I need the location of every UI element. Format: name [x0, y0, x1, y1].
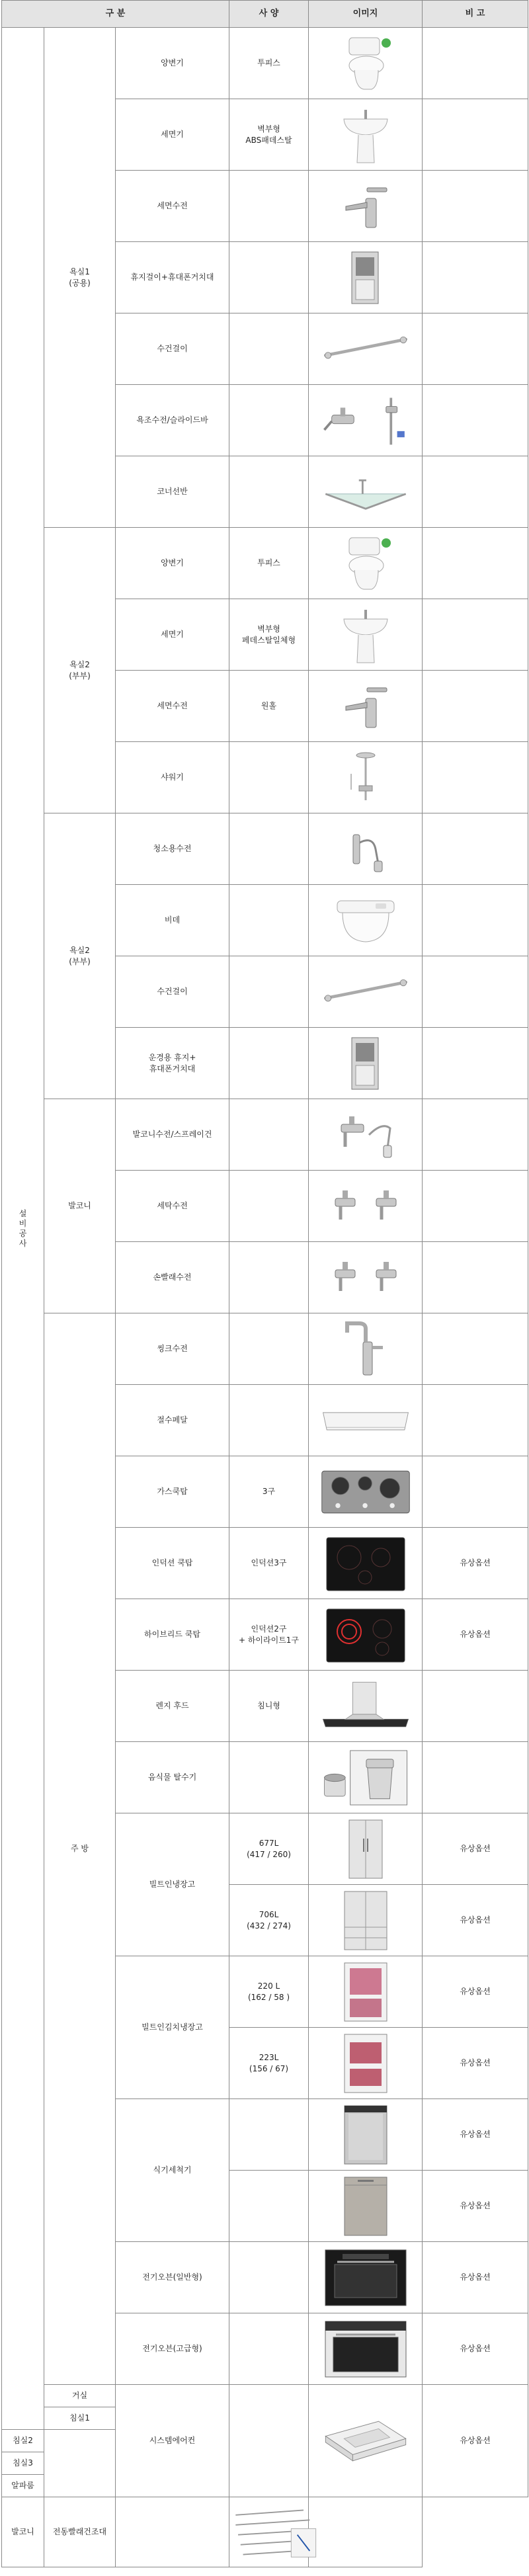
item-cell	[116, 242, 229, 313]
item-cell	[116, 1099, 229, 1171]
group-cell-bath1	[44, 28, 116, 528]
tissue-holder-icon	[319, 1033, 412, 1094]
remark-label: 유상옵션	[460, 2201, 491, 2211]
spec-table	[1, 0, 528, 2567]
remark-cell	[423, 1528, 528, 1599]
item-label: 빌트인냉장고	[149, 1880, 196, 1890]
table-row	[2, 28, 528, 99]
sink-faucet-icon	[319, 1319, 412, 1380]
item-cell	[116, 1956, 229, 2099]
room-label: 침실1	[69, 2413, 90, 2423]
pedal-icon	[319, 1390, 412, 1451]
image-cell	[309, 2313, 423, 2385]
remark-cell	[423, 1599, 528, 1671]
item-cell	[116, 1028, 229, 1099]
item-label: 절수페달	[157, 1415, 188, 1425]
item-label: 렌지 후드	[155, 1701, 189, 1711]
image-cell	[309, 2099, 423, 2171]
item-label: 세탁수전	[157, 1201, 188, 1211]
spec-cell	[229, 28, 309, 99]
dishwasher-icon	[319, 2176, 412, 2237]
remark-cell	[423, 2313, 528, 2385]
remark-cell	[423, 2028, 528, 2099]
bidet-icon	[319, 890, 412, 951]
item-label: 발코니수전/스프레이건	[132, 1130, 212, 1140]
remark-cell	[423, 171, 528, 242]
image-cell	[309, 1956, 423, 2028]
image-cell	[309, 813, 423, 885]
item-label: 청소용수전	[153, 844, 192, 854]
item-label: 손빨래수전	[153, 1272, 192, 1282]
item-label: 세면수전	[157, 201, 188, 211]
remark-cell	[423, 1671, 528, 1742]
image-cell	[309, 2242, 423, 2313]
header-image: 이미지	[309, 1, 423, 28]
spec-cell	[229, 2028, 309, 2099]
image-cell	[309, 2171, 423, 2242]
spec-cell	[229, 313, 309, 385]
remark-cell	[423, 599, 528, 671]
spec-cell	[229, 2385, 309, 2497]
image-cell	[309, 1171, 423, 1242]
image-cell	[309, 456, 423, 528]
spec-cell	[229, 2313, 309, 2385]
table-row	[2, 2385, 528, 2407]
item-cell	[116, 2313, 229, 2385]
spec-cell	[229, 528, 309, 599]
spec-cell	[229, 1385, 309, 1456]
spec-cell	[229, 1599, 309, 1671]
item-label: 하이브리드 쿡탑	[144, 1630, 200, 1640]
towel-bar-icon	[319, 962, 412, 1022]
remark-cell	[423, 2385, 528, 2497]
room-label: 알파룸	[11, 2481, 34, 2491]
item-cell	[116, 1385, 229, 1456]
table-row	[2, 528, 528, 599]
item-cell	[44, 2497, 116, 2567]
remark-cell	[423, 1885, 528, 1956]
item-cell	[116, 2242, 229, 2313]
image-cell	[309, 885, 423, 956]
header-remarks: 비 고	[423, 1, 528, 28]
kimchi-fridge-icon	[319, 2033, 412, 2094]
room-cell	[44, 2385, 116, 2407]
spec-cell	[229, 1742, 309, 1813]
remark-cell	[423, 2242, 528, 2313]
spec-label: 투피스	[257, 58, 280, 68]
spec-cell	[229, 2099, 309, 2171]
oven-icon	[319, 2319, 412, 2380]
shower-icon	[319, 747, 412, 808]
group-cell-bath2	[44, 528, 116, 813]
remark-label: 유상옵션	[460, 1844, 491, 1854]
item-label: 수건걸이	[157, 344, 188, 354]
remark-cell	[423, 456, 528, 528]
corner-shelf-icon	[319, 462, 412, 522]
table-row	[2, 1313, 528, 1385]
item-label: 씽크수전	[157, 1344, 188, 1354]
image-cell	[309, 742, 423, 813]
spec-label: 677L (417 / 260)	[247, 1839, 291, 1859]
item-label: 세면수전	[157, 701, 188, 711]
room-cell	[2, 2452, 44, 2475]
remark-label: 유상옵션	[460, 2436, 491, 2446]
remark-cell	[423, 1956, 528, 2028]
washbasin-icon	[319, 104, 412, 165]
remark-cell	[423, 528, 528, 599]
item-cell	[116, 885, 229, 956]
item-cell	[116, 1171, 229, 1242]
item-label: 휴지걸이+휴대폰거치대	[130, 272, 214, 282]
image-cell	[229, 2497, 309, 2567]
fridge-icon	[319, 1890, 412, 1951]
spec-label: 원홀	[261, 701, 277, 711]
item-cell	[116, 171, 229, 242]
washbasin-icon	[319, 604, 412, 665]
image-cell	[309, 313, 423, 385]
item-label: 양변기	[161, 558, 184, 568]
main-category-label: 설비공사	[19, 1208, 27, 1248]
item-label: 세면기	[161, 630, 184, 640]
item-label: 인덕션 쿡탑	[151, 1558, 193, 1568]
group-label-bath2: 욕실2 (부부)	[69, 660, 91, 681]
spec-cell	[229, 1813, 309, 1885]
item-cell	[116, 456, 229, 528]
remark-cell	[423, 742, 528, 813]
table-header-row	[2, 1, 528, 28]
remark-cell	[423, 242, 528, 313]
spec-cell	[229, 1456, 309, 1528]
image-cell	[309, 1028, 423, 1099]
group-label-balcony: 발코니	[68, 1201, 91, 1211]
item-cell	[116, 1313, 229, 1385]
room-cell	[44, 2407, 116, 2430]
item-cell	[116, 528, 229, 599]
laundry-faucet-icon	[319, 1247, 412, 1308]
spec-cell	[229, 956, 309, 1028]
room-cell	[2, 2430, 44, 2452]
room-label: 침실3	[13, 2458, 33, 2468]
remark-label: 유상옵션	[460, 1630, 491, 1640]
dishwasher-icon	[319, 2104, 412, 2165]
image-cell	[309, 1885, 423, 1956]
fridge-icon	[319, 1819, 412, 1880]
image-cell	[309, 28, 423, 99]
item-label: 가스쿡탑	[157, 1487, 188, 1497]
room-label: 발코니	[11, 2527, 34, 2537]
image-cell	[309, 1456, 423, 1528]
item-label: 세면기	[161, 130, 184, 140]
item-label: 음식물 탈수기	[147, 1772, 197, 1782]
remark-cell	[423, 313, 528, 385]
image-cell	[309, 956, 423, 1028]
image-cell	[309, 99, 423, 171]
item-label: 샤워기	[161, 772, 184, 782]
item-cell	[116, 28, 229, 99]
spec-cell	[229, 671, 309, 742]
room-cell	[2, 2497, 44, 2567]
item-label: 전기오븐(고급형)	[142, 2344, 202, 2354]
remark-label: 유상옵션	[460, 1915, 491, 1925]
item-label: 시스템에어컨	[149, 2436, 196, 2446]
group-label-kitchen: 주 방	[71, 1844, 89, 1854]
remark-label: 유상옵션	[460, 1987, 491, 1997]
group-cell-balcony	[44, 1099, 116, 1313]
remark-cell	[423, 1242, 528, 1313]
remark-cell	[423, 99, 528, 171]
food-dehydrator-icon	[319, 1747, 412, 1808]
faucet-icon	[319, 176, 412, 237]
remark-cell	[423, 1099, 528, 1171]
spec-cell	[229, 1671, 309, 1742]
group-cell-kitchen	[44, 1313, 116, 2385]
image-cell	[309, 1742, 423, 1813]
remark-cell	[423, 1813, 528, 1885]
spec-label: 220 L (162 / 58 )	[247, 1981, 290, 2002]
spec-cell	[229, 1028, 309, 1099]
item-cell	[116, 742, 229, 813]
image-cell	[309, 1313, 423, 1385]
spec-cell	[229, 1885, 309, 1956]
remark-cell	[423, 956, 528, 1028]
spec-cell	[229, 385, 309, 456]
item-cell	[116, 599, 229, 671]
remark-label: 유상옵션	[460, 2344, 491, 2354]
remark-cell	[423, 1385, 528, 1456]
spec-cell	[229, 456, 309, 528]
bath-faucet-icon	[319, 390, 412, 451]
image-cell	[309, 1671, 423, 1742]
item-cell	[116, 1813, 229, 1956]
remark-cell	[423, 1456, 528, 1528]
item-cell	[116, 99, 229, 171]
item-cell	[116, 1242, 229, 1313]
item-cell	[116, 956, 229, 1028]
item-cell	[116, 671, 229, 742]
item-label: 욕조수전/슬라이드바	[136, 415, 208, 425]
remark-label: 유상옵션	[460, 2130, 491, 2140]
spec-cell	[229, 742, 309, 813]
image-cell	[309, 1528, 423, 1599]
spec-cell	[229, 242, 309, 313]
remark-cell	[423, 2099, 528, 2171]
remark-label: 유상옵션	[460, 2058, 491, 2068]
item-cell	[116, 1671, 229, 1742]
spec-label: 223L (156 / 67)	[249, 2053, 289, 2073]
tissue-holder-icon	[319, 247, 412, 308]
spec-cell	[229, 1313, 309, 1385]
image-cell	[309, 1813, 423, 1885]
item-cell	[116, 2099, 229, 2242]
remark-cell	[423, 885, 528, 956]
image-cell	[309, 2385, 423, 2497]
remark-label: 유상옵션	[460, 1558, 491, 1568]
table-row	[2, 1099, 528, 1171]
spec-cell	[229, 1956, 309, 2028]
image-cell	[309, 2028, 423, 2099]
laundry-faucet-icon	[319, 1176, 412, 1237]
room-label: 거실	[71, 2391, 88, 2401]
image-cell	[309, 171, 423, 242]
table-row	[2, 813, 528, 885]
spec-cell	[229, 813, 309, 885]
image-cell	[309, 1099, 423, 1171]
spec-cell	[229, 1099, 309, 1171]
item-cell	[116, 1456, 229, 1528]
cleaning-faucet-icon	[319, 819, 412, 880]
spec-cell	[229, 1171, 309, 1242]
induction-icon	[319, 1533, 412, 1594]
image-cell	[309, 1385, 423, 1456]
item-cell	[116, 313, 229, 385]
spec-label: 벽부형 ABS패데스탈	[245, 124, 292, 145]
range-hood-icon	[319, 1676, 412, 1737]
remark-cell	[423, 28, 528, 99]
spec-cell	[229, 2171, 309, 2242]
remark-cell	[423, 1742, 528, 1813]
item-cell	[116, 2385, 229, 2497]
header-category: 구 분	[2, 1, 229, 28]
item-label: 운경용 휴지+ 휴대폰거치대	[148, 1053, 196, 1073]
oven-icon	[319, 2247, 412, 2308]
image-cell	[309, 599, 423, 671]
remark-cell	[423, 2171, 528, 2242]
image-cell	[309, 385, 423, 456]
item-cell	[116, 1528, 229, 1599]
group-label-bath2b: 욕실2 (부부)	[69, 946, 91, 966]
remark-cell	[309, 2497, 423, 2567]
spec-cell	[229, 885, 309, 956]
image-cell	[309, 1242, 423, 1313]
gas-cooktop-icon	[319, 1462, 412, 1522]
item-cell	[116, 1742, 229, 1813]
spec-cell	[116, 2497, 229, 2567]
spec-label: 투피스	[257, 558, 280, 568]
remark-cell	[423, 1313, 528, 1385]
room-label: 침실2	[13, 2436, 33, 2446]
spec-cell	[229, 599, 309, 671]
item-cell	[116, 1599, 229, 1671]
spec-cell	[229, 1242, 309, 1313]
group-cell-bath2b	[44, 813, 116, 1099]
item-label: 빌트인김치냉장고	[142, 2022, 203, 2032]
item-label: 식기세척기	[153, 2165, 192, 2175]
item-label: 수건걸이	[157, 987, 188, 997]
item-cell	[116, 385, 229, 456]
image-cell	[309, 671, 423, 742]
spec-label: 3구	[262, 1487, 276, 1497]
item-label: 전동빨래건조대	[52, 2527, 107, 2537]
item-label: 양변기	[161, 58, 184, 68]
spec-cell	[229, 99, 309, 171]
item-label: 코너선반	[157, 487, 188, 497]
remark-cell	[423, 385, 528, 456]
main-category-cell	[2, 28, 44, 2430]
spec-label: 벽부형 페데스탈일체형	[241, 624, 296, 645]
towel-bar-icon	[319, 319, 412, 380]
spec-cell	[229, 171, 309, 242]
item-label: 비데	[164, 915, 181, 925]
item-cell	[116, 813, 229, 885]
kimchi-fridge-icon	[319, 1962, 412, 2022]
toilet-icon	[319, 33, 412, 94]
remark-cell	[423, 671, 528, 742]
hybrid-cooktop-icon	[319, 1604, 412, 1665]
image-cell	[309, 528, 423, 599]
remark-cell	[423, 813, 528, 885]
table-row	[2, 2497, 528, 2567]
spec-label: 인덕션2구 + 하이라이트1구	[238, 1624, 300, 1645]
remark-cell	[423, 1028, 528, 1099]
item-label: 전기오븐(일반형)	[142, 2272, 202, 2282]
spray-faucet-icon	[319, 1104, 412, 1165]
room-cell	[2, 2475, 44, 2497]
spec-cell	[229, 2242, 309, 2313]
image-cell	[309, 1599, 423, 1671]
remark-label: 유상옵션	[460, 2272, 491, 2282]
spec-label: 인덕션3구	[251, 1558, 287, 1568]
air-conditioner-icon	[319, 2411, 412, 2472]
image-cell	[309, 242, 423, 313]
header-spec: 사 양	[229, 1, 309, 28]
spec-label: 706L (432 / 274)	[247, 1910, 291, 1931]
remark-cell	[423, 1171, 528, 1242]
toilet-icon	[319, 533, 412, 594]
spec-cell	[229, 1528, 309, 1599]
group-label-bath1: 욕실1 (공용)	[69, 267, 91, 288]
laundry-dryer-icon	[229, 2502, 322, 2563]
faucet-icon	[319, 676, 412, 737]
spec-label: 침니형	[257, 1701, 280, 1711]
